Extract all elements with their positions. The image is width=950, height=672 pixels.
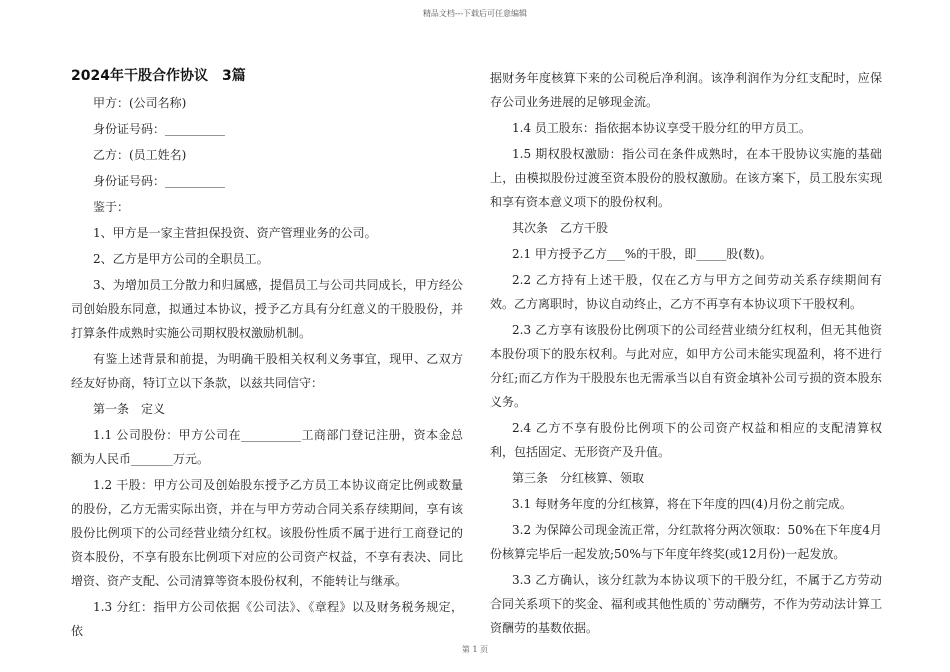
paragraph: 甲方：(公司名称) [93,96,187,110]
paragraph: 第三条 分红核算、领取 [512,471,645,485]
paragraph: 第一条 定义 [93,402,166,416]
paragraph: 1、甲方是一家主营担保投资、资产管理业务的公司。 [93,226,377,240]
document-title: 2024年干股合作协议 3篇 [71,68,246,84]
paragraph: 1.3 分红：指甲方公司依据《公司法》、《章程》以及财务税务规定，依 [71,600,463,638]
right-column [490,66,882,642]
paragraph: 2、乙方是甲方公司的全职员工。 [93,252,269,266]
paragraph: 3.3 乙方确认，该分红款为本协议项下的干股分红，不属于乙方劳动合同关系项下的奖金、福利或其他性质的`劳动酬劳，不作为劳动法计算工资酬劳的基数依据。 [490,573,882,635]
paragraph: 2.2 乙方持有上述干股，仅在乙方与甲方之间劳动关系存续期间有效。乙方离职时，协议自动终止，乙方不再享有本协议项下干股权利。 [490,273,882,311]
paragraph: 3.1 每财务年度的分红核算，将在下年度的四(4)月份之前完成。 [512,497,852,511]
paragraph: 1.2 干股：甲方公司及创始股东授予乙方员工本协议商定比例或数量的股份，乙方无需实际出资，并在与甲方劳动合同关系存续期间，享有该股份比例项下的公司经营业绩分红权。该股份性质不属于进行工商登记的资本股份，不享有股东比例项下对应的公司资产权益，不享有表决、同比增资、资产支配、公司清算等资本股份权利，不能转让与继承。 [71,478,463,588]
page-header: 精品文档---下载后可任意编辑 [422,9,528,18]
paragraph: 身份证号码：__________ [93,174,226,188]
paragraph: 2.1 甲方授予乙方___%的干股，即_____股(数)。 [512,247,772,261]
paragraph: 鉴于： [93,200,130,214]
paragraph: 1.1 公司股份：甲方公司在__________工商部门登记注册，资本金总额为人民币_______万元。 [71,428,463,466]
paragraph: 身份证号码：__________ [93,122,226,136]
paragraph: 2.3 乙方享有该股份比例项下的公司经营业绩分红权利，但无其他资本股份项下的股东权利。与此对应，如甲方公司未能实现盈利，将不进行分红;而乙方作为干股股东也无需承当以自有资金填补公司亏损的资本股东义务。 [490,323,882,409]
page-footer: 第 1 页 [461,645,489,654]
paragraph: 据财务年度核算下来的公司税后净利润。该净利润作为分红支配时，应保存公司业务进展的足够现金流。 [490,71,882,109]
paragraph: 其次条 乙方干股 [512,221,609,235]
paragraph: 3.2 为保障公司现金流正常，分红款将分两次领取：50%在下年度4月份核算完毕后一起发放;50%与下年度年终奖(或12月份)一起发放。 [490,523,882,561]
paragraph: 有鉴上述背景和前提，为明确干股相关权利义务事宜，现甲、乙双方经友好协商，特订立以下条款，以兹共同信守： [71,352,463,390]
paragraph: 1.5 期权股权激励：指公司在条件成熟时，在本干股协议实施的基础上，由模拟股份过渡至资本股份的股权激励。在该方案下，员工股东实现和享有资本意义项下的股份权利。 [490,147,882,209]
paragraph: 3、为增加员工分散力和归属感，提倡员工与公司共同成长，甲方经公司创始股东同意，拟通过本协议，授予乙方具有分红意义的干股股份，并打算条件成熟时实施公司期权股权激励机制。 [71,278,463,340]
right-paragraphs [490,66,882,640]
paragraph: 乙方：(员工姓名) [93,148,187,162]
left-paragraphs [71,91,463,643]
left-column [71,66,463,645]
paragraph: 1.4 员工股东：指依据本协议享受干股分红的甲方员工。 [512,121,811,135]
paragraph: 2.4 乙方不享有股份比例项下的公司资产权益和相应的支配清算权利，包括固定、无形资产及升值。 [490,421,882,459]
